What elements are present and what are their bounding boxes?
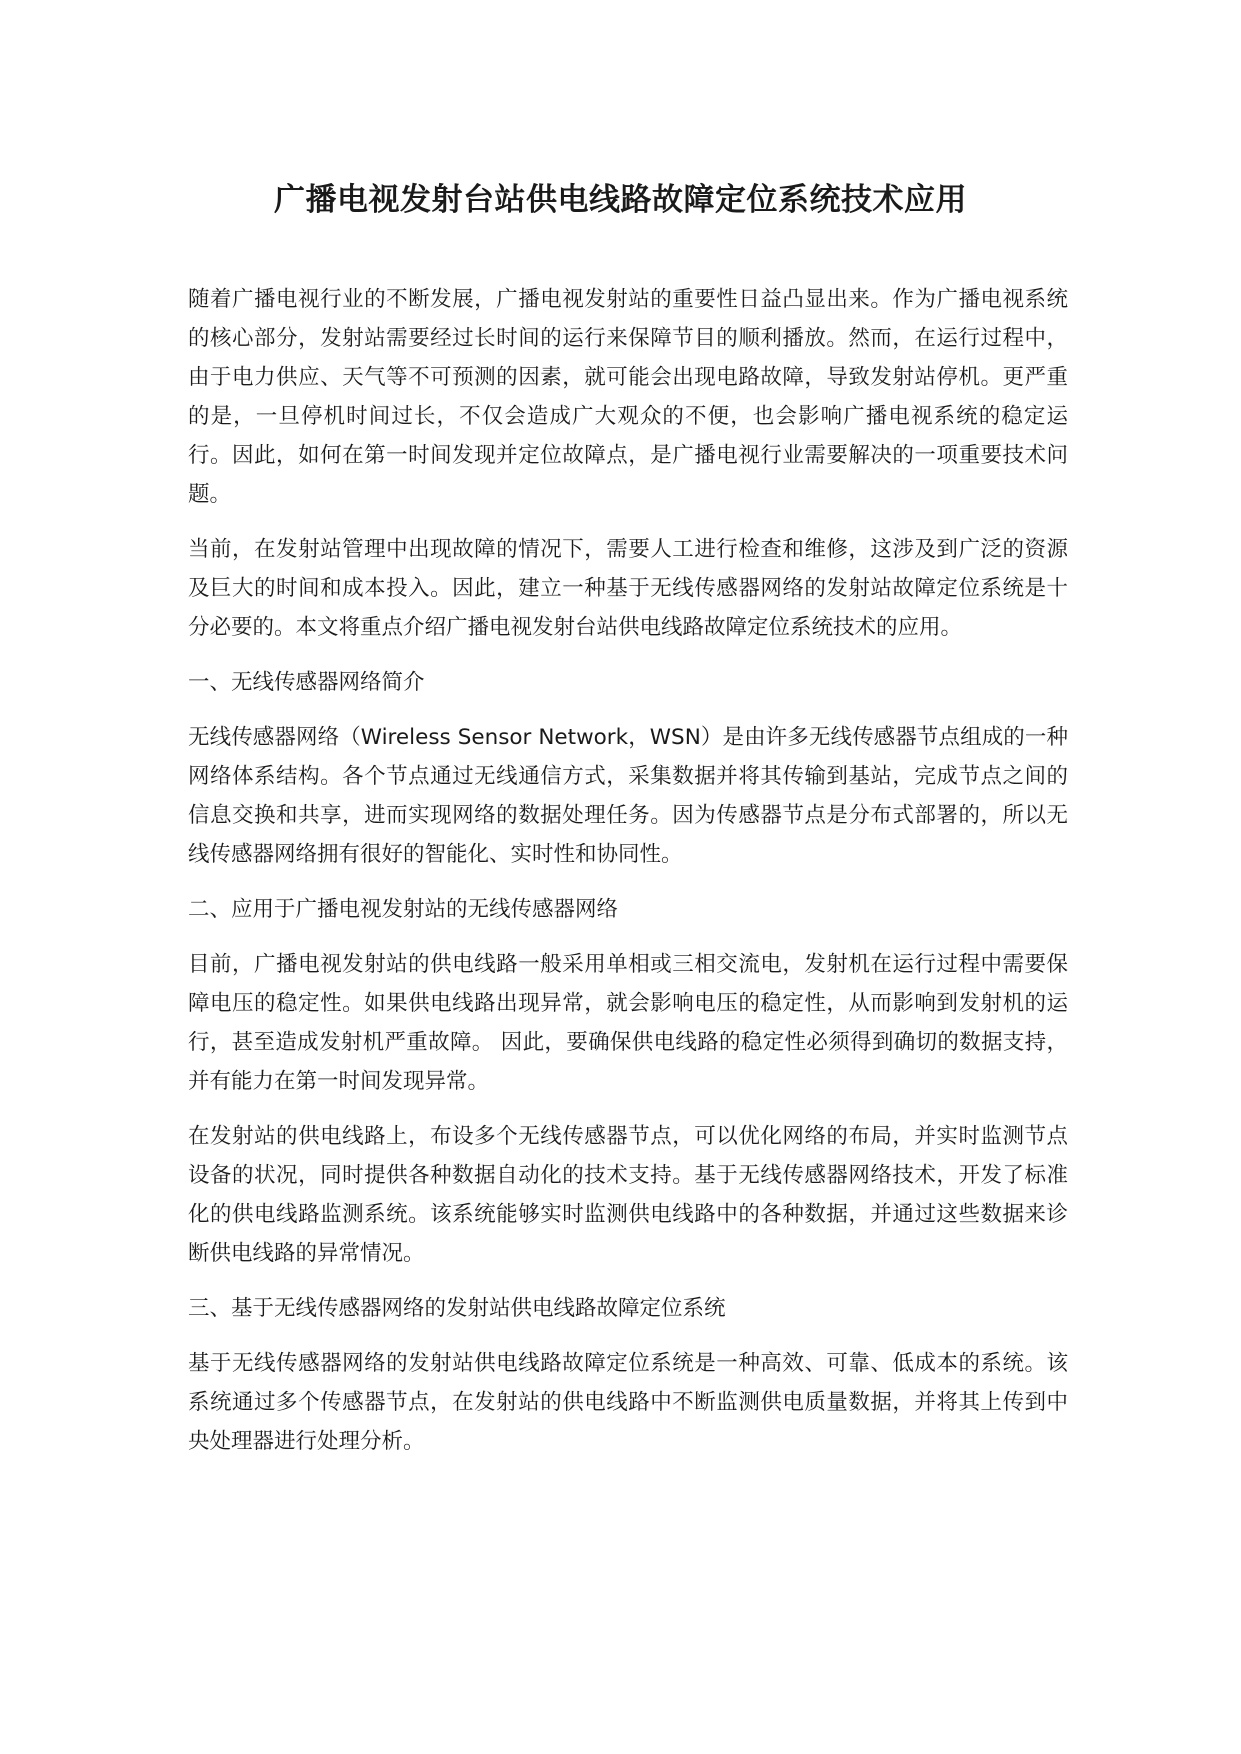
paragraph-wsn-intro: 无线传感器网络（Wireless Sensor Network，WSN）是由许多无线传感器节点组成的一种网络体系结构。各个节点通过无线通信方式，采集数据并将其传输到基站，完成节点之间的信息交换和共享，进而实现网络的数据处理任务。因为传感器节点是分布式部署的，所以无线传感器网络拥有很好的智能化、实时性和协同性。 xyxy=(188,725,1068,867)
section-heading-3: 三、基于无线传感器网络的发射站供电线路故障定位系统 xyxy=(188,1296,726,1321)
paragraph-sensor-nodes: 在发射站的供电线路上，布设多个无线传感器节点，可以优化网络的布局，并实时监测节点设备的状况，同时提供各种数据自动化的技术支持。基于无线传感器网络技术，开发了标准化的供电线路监测系统。该系统能够实时监测供电线路中的各种数据，并通过这些数据来诊断供电线路的异常情况。 xyxy=(188,1124,1068,1266)
paragraph-intro: 随着广播电视行业的不断发展，广播电视发射站的重要性日益凸显出来。作为广播电视系统的核心部分，发射站需要经过长时间的运行来保障节目的顺利播放。然而，在运行过程中，由于电力供应、天气等不可预测的因素，就可能会出现电路故障，导致发射站停机。更严重的是，一旦停机时间过长，不仅会造成广大观众的不便，也会影响广播电视系统的稳定运行。因此，如何在第一时间发现并定位故障点，是广播电视行业需要解决的一项重要技术问题。 xyxy=(188,287,1068,507)
section-heading-2: 二、应用于广播电视发射站的无线传感器网络 xyxy=(188,897,619,922)
paragraph-background: 当前，在发射站管理中出现故障的情况下，需要人工进行检查和维修，这涉及到广泛的资源及巨大的时间和成本投入。因此，建立一种基于无线传感器网络的发射站故障定位系统是十分必要的。本文将重点介绍广播电视发射台站供电线路故障定位系统技术的应用。 xyxy=(188,537,1068,640)
document-title: 广播电视发射台站供电线路故障定位系统技术应用 xyxy=(274,182,967,218)
paragraph-power-line: 目前，广播电视发射站的供电线路一般采用单相或三相交流电，发射机在运行过程中需要保障电压的稳定性。如果供电线路出现异常，就会影响电压的稳定性，从而影响到发射机的运行，甚至造成发射机严重故障。 因此，要确保供电线路的稳定性必须得到确切的数据支持，并有能力在第一时间发现异常。 xyxy=(188,952,1068,1094)
paragraph-fault-system: 基于无线传感器网络的发射站供电线路故障定位系统是一种高效、可靠、低成本的系统。该系统通过多个传感器节点，在发射站的供电线路中不断监测供电质量数据，并将其上传到中央处理器进行处理分析。 xyxy=(188,1351,1068,1454)
section-heading-1: 一、无线传感器网络简介 xyxy=(188,670,425,695)
document-body xyxy=(188,280,1068,1477)
